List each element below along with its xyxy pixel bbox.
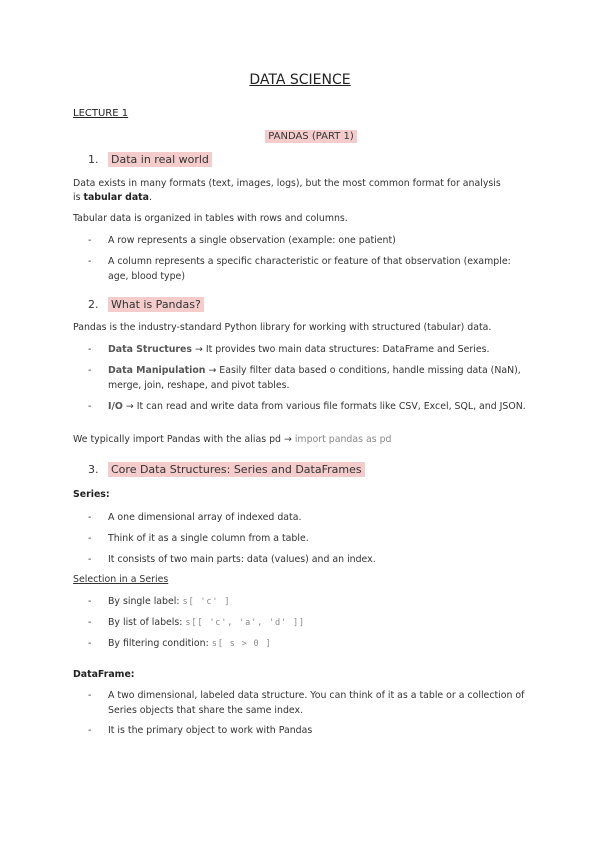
bold-term: Data Manipulation [108, 365, 206, 376]
code-snippet: s[[ 'c', 'a', 'd' ]] [185, 618, 305, 628]
section-heading-3 [88, 463, 365, 476]
code-snippet: s[ s > 0 ] [211, 639, 272, 649]
section-number: 3. [88, 463, 99, 476]
paragraph: We typically import Pandas with the alias pd → import pandas as pd [73, 434, 392, 445]
bold-term: tabular data [83, 192, 149, 203]
section-title: What is Pandas? [108, 297, 204, 312]
bold-term: I/O [108, 401, 123, 412]
code-snippet: s[ 'c' ] [182, 597, 231, 607]
document-page: DATA SCIENCE LECTURE 1 PANDAS (PART 1) 1. Data in real world Data exists in many formats (text, images, logs), but the most common format for analysis is tabular data. Tabular data is organized in tables with rows and columns. - A row represents a single observation (example: one patient) - A column represents a specific characteristic or feature of that observation (example: age, blood type) 2. What is Pandas? Pandas is the industry-standard Python library for working with structured (tabular) data. - Data Structures → It provides two main data structures: DataFrame and Series. - Data Manipulation → Easily filter data based o conditions, handle missing data (NaN), merge, join, reshape, and pivot tables. - I/O → It can read and write data from various file formats like CSV, Excel, SQL, and JSON. We typically import Pandas with the alias pd → import pandas as pd 3. Core Data Structures: Series and DataFrames Series: - A one dimensional array of indexed data. - Think of it as a single column from a table. - It consists of two main parts: data (values) and an index. Selection in a Series - By single label: s[ 'c' ] - By list of labels: s[[ 'c', 'a', 'd' ]] - By filtering condition: s[ s > 0 ] DataFrame: - A two dimensional, labeled data structure. You can think of it as a table or a collection of Series objects that share the same index. - It is the primary object to work with Pandas [0, 0, 600, 848]
section-heading-2 [88, 298, 204, 311]
selection-label: Selection in a Series [73, 574, 169, 585]
series-label: Series: [73, 489, 110, 500]
section-title: Data in real world [108, 152, 212, 167]
document-title: DATA SCIENCE [249, 72, 351, 88]
paragraph: Data exists in many formats (text, images, logs), but the most common format for analysis is tabular data. [73, 178, 501, 203]
section-number: 1. [88, 153, 99, 166]
dataframe-label: DataFrame: [73, 669, 135, 680]
paragraph: Pandas is the industry-standard Python library for working with structured (tabular) data. [73, 322, 492, 333]
section-number: 2. [88, 298, 99, 311]
lecture-label: LECTURE 1 [73, 108, 129, 119]
section-title: Core Data Structures: Series and DataFrames [108, 462, 365, 477]
code-snippet: import pandas as pd [294, 434, 392, 445]
lecture-subtitle: PANDAS (PART 1) [265, 130, 357, 143]
bold-term: Data Structures [108, 344, 192, 355]
paragraph: Tabular data is organized in tables with rows and columns. [73, 213, 348, 224]
section-heading-1 [88, 153, 212, 166]
